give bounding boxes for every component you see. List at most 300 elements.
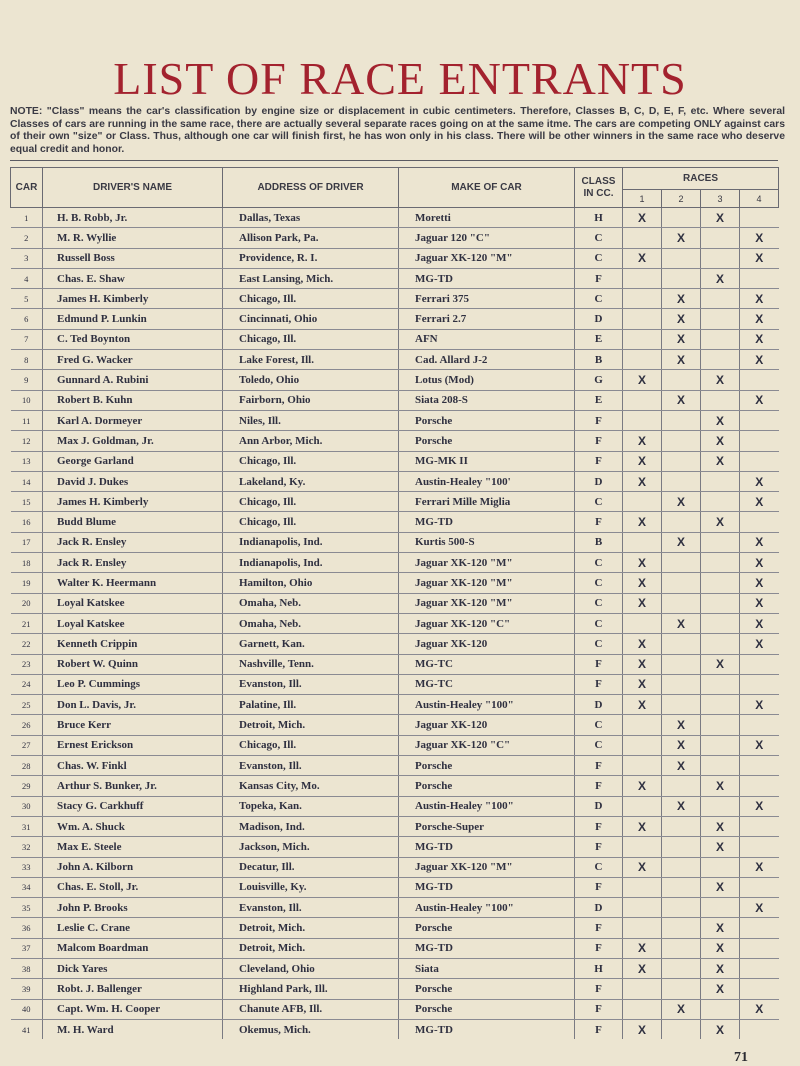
- table-row: [11, 309, 779, 329]
- car-make: Porsche: [399, 431, 575, 451]
- race-3-mark: [701, 715, 740, 735]
- driver-name: James H. Kimberly: [43, 289, 223, 309]
- car-class: C: [575, 248, 623, 268]
- table-row: [11, 979, 779, 999]
- driver-name: Chas. E. Stoll, Jr.: [43, 877, 223, 897]
- driver-name: Gunnard A. Rubini: [43, 370, 223, 390]
- race-4-mark: X: [740, 532, 779, 552]
- race-4-mark: X: [740, 735, 779, 755]
- car-make: Cad. Allard J-2: [399, 350, 575, 370]
- race-3-mark: X: [701, 512, 740, 532]
- table-row: [11, 735, 779, 755]
- race-4-mark: [740, 979, 779, 999]
- driver-address: Toledo, Ohio: [223, 370, 399, 390]
- car-class: F: [575, 999, 623, 1019]
- driver-address: Hamilton, Ohio: [223, 573, 399, 593]
- car-make: MG-MK II: [399, 451, 575, 471]
- race-2-mark: X: [662, 613, 701, 633]
- car-number: 3: [11, 248, 43, 268]
- race-3-mark: [701, 228, 740, 248]
- car-make: Porsche: [399, 918, 575, 938]
- table-row: [11, 857, 779, 877]
- race-1-mark: X: [623, 857, 662, 877]
- race-2-mark: X: [662, 289, 701, 309]
- car-number: 20: [11, 593, 43, 613]
- table-row: [11, 532, 779, 552]
- header-races: RACES: [623, 168, 779, 190]
- driver-address: Chicago, Ill.: [223, 329, 399, 349]
- car-class: D: [575, 796, 623, 816]
- car-class: C: [575, 573, 623, 593]
- race-4-mark: [740, 918, 779, 938]
- car-class: C: [575, 735, 623, 755]
- driver-address: Providence, R. I.: [223, 248, 399, 268]
- car-make: Lotus (Mod): [399, 370, 575, 390]
- race-1-mark: [623, 837, 662, 857]
- race-1-mark: X: [623, 573, 662, 593]
- table-row: [11, 816, 779, 836]
- race-3-mark: [701, 999, 740, 1019]
- race-1-mark: [623, 329, 662, 349]
- race-2-mark: X: [662, 350, 701, 370]
- race-3-mark: [701, 898, 740, 918]
- table-row: [11, 674, 779, 694]
- race-3-mark: X: [701, 979, 740, 999]
- car-number: 17: [11, 532, 43, 552]
- race-4-mark: [740, 816, 779, 836]
- car-make: Jaguar XK-120 "C": [399, 613, 575, 633]
- table-row: [11, 776, 779, 796]
- race-1-mark: [623, 999, 662, 1019]
- car-class: F: [575, 512, 623, 532]
- race-4-mark: [740, 451, 779, 471]
- race-4-mark: X: [740, 289, 779, 309]
- table-row: [11, 837, 779, 857]
- table-row: [11, 553, 779, 573]
- driver-address: Ann Arbor, Mich.: [223, 431, 399, 451]
- car-number: 34: [11, 877, 43, 897]
- race-3-mark: [701, 390, 740, 410]
- header-race-3: 3: [701, 190, 740, 208]
- table-row: [11, 613, 779, 633]
- car-class: D: [575, 309, 623, 329]
- table-row: [11, 654, 779, 674]
- race-2-mark: [662, 431, 701, 451]
- race-4-mark: [740, 654, 779, 674]
- car-make: Siata: [399, 958, 575, 978]
- car-number: 6: [11, 309, 43, 329]
- driver-address: Kansas City, Mo.: [223, 776, 399, 796]
- driver-name: Leo P. Cummings: [43, 674, 223, 694]
- table-row: [11, 370, 779, 390]
- driver-address: Nashville, Tenn.: [223, 654, 399, 674]
- race-4-mark: [740, 938, 779, 958]
- race-3-mark: [701, 553, 740, 573]
- race-2-mark: X: [662, 735, 701, 755]
- race-3-mark: [701, 248, 740, 268]
- race-2-mark: X: [662, 715, 701, 735]
- driver-name: Jack R. Ensley: [43, 532, 223, 552]
- race-2-mark: [662, 877, 701, 897]
- driver-name: David J. Dukes: [43, 471, 223, 491]
- car-make: Austin-Healey "100": [399, 898, 575, 918]
- race-3-mark: X: [701, 958, 740, 978]
- car-number: 25: [11, 695, 43, 715]
- car-class: H: [575, 958, 623, 978]
- race-2-mark: [662, 248, 701, 268]
- driver-name: Ernest Erickson: [43, 735, 223, 755]
- driver-address: Fairborn, Ohio: [223, 390, 399, 410]
- race-4-mark: [740, 431, 779, 451]
- race-2-mark: X: [662, 756, 701, 776]
- race-2-mark: [662, 553, 701, 573]
- race-4-mark: X: [740, 248, 779, 268]
- driver-address: Indianapolis, Ind.: [223, 553, 399, 573]
- driver-name: Robert B. Kuhn: [43, 390, 223, 410]
- car-make: MG-TD: [399, 268, 575, 288]
- race-3-mark: [701, 756, 740, 776]
- race-4-mark: [740, 958, 779, 978]
- car-class: F: [575, 918, 623, 938]
- driver-name: Karl A. Dormeyer: [43, 410, 223, 430]
- race-2-mark: [662, 268, 701, 288]
- race-3-mark: [701, 796, 740, 816]
- car-number: 10: [11, 390, 43, 410]
- car-class: C: [575, 593, 623, 613]
- table-row: [11, 512, 779, 532]
- race-3-mark: [701, 674, 740, 694]
- race-4-mark: X: [740, 350, 779, 370]
- race-4-mark: X: [740, 228, 779, 248]
- car-class: F: [575, 431, 623, 451]
- race-2-mark: [662, 370, 701, 390]
- car-number: 27: [11, 735, 43, 755]
- table-row: [11, 350, 779, 370]
- race-1-mark: X: [623, 634, 662, 654]
- driver-name: Max J. Goldman, Jr.: [43, 431, 223, 451]
- race-4-mark: [740, 776, 779, 796]
- driver-address: Chicago, Ill.: [223, 451, 399, 471]
- car-class: C: [575, 553, 623, 573]
- race-2-mark: X: [662, 309, 701, 329]
- car-number: 41: [22, 1024, 31, 1035]
- driver-address: Evanston, Ill.: [223, 898, 399, 918]
- race-1-mark: X: [623, 593, 662, 613]
- table-row: [11, 695, 779, 715]
- race-3-mark: X: [701, 431, 740, 451]
- car-number: 12: [11, 431, 43, 451]
- car-make: Jaguar XK-120 "M": [399, 553, 575, 573]
- race-4-mark: [740, 756, 779, 776]
- header-race-2: 2: [662, 190, 701, 208]
- race-3-mark: X: [701, 837, 740, 857]
- table-row: [11, 471, 779, 491]
- table-row: [11, 918, 779, 938]
- race-1-mark: [623, 796, 662, 816]
- race-1-mark: X: [623, 654, 662, 674]
- race-1-mark: [623, 715, 662, 735]
- race-3-mark: [701, 613, 740, 633]
- driver-name: Max E. Steele: [43, 837, 223, 857]
- page-title: LIST OF RACE ENTRANTS: [113, 53, 687, 104]
- race-4-mark: [740, 370, 779, 390]
- race-4-mark: [740, 1019, 779, 1039]
- car-number: 13: [11, 451, 43, 471]
- race-3-mark: X: [701, 816, 740, 836]
- race-2-mark: [662, 816, 701, 836]
- race-1-mark: X: [623, 816, 662, 836]
- car-number: 4: [11, 268, 43, 288]
- car-number: 2: [11, 228, 43, 248]
- driver-address: Chicago, Ill.: [223, 512, 399, 532]
- car-make: Jaguar XK-120 "M": [399, 857, 575, 877]
- car-make: Austin-Healey "100': [399, 471, 575, 491]
- car-make: Jaguar XK-120 "M": [399, 248, 575, 268]
- car-make: Austin-Healey "100": [399, 796, 575, 816]
- car-number: 37: [11, 938, 43, 958]
- driver-name: Chas. W. Finkl: [43, 756, 223, 776]
- page-number: 71: [734, 1050, 748, 1065]
- race-3-mark: [701, 573, 740, 593]
- race-1-mark: X: [623, 208, 662, 228]
- race-1-mark: X: [623, 674, 662, 694]
- car-make: MG-TC: [399, 674, 575, 694]
- class-note: NOTE: "Class" means the car's classification by engine size or displacement in cubic centimeters. Therefore, Classes B, C, D, E, F, etc. Where several Classes of cars are running in the same race, there are actually several separate races going on at the same itme. The cars are competing ONLY against cars of their own "size" or Class. Thus, although one car will finish first, he has won only in his class. There will be other winners in the same race who deserve equal credit and honor.: [10, 106, 785, 155]
- race-3-mark: X: [701, 410, 740, 430]
- car-number: 26: [11, 715, 43, 735]
- table-row: [11, 289, 779, 309]
- car-number: 11: [11, 410, 43, 430]
- race-3-mark: [701, 350, 740, 370]
- car-number: 30: [11, 796, 43, 816]
- table-row: [11, 410, 779, 430]
- car-number: 28: [11, 756, 43, 776]
- car-class: D: [575, 898, 623, 918]
- driver-name: Loyal Katskee: [43, 593, 223, 613]
- race-1-mark: X: [623, 370, 662, 390]
- table-row: [11, 431, 779, 451]
- race-2-mark: [662, 451, 701, 471]
- car-class: D: [575, 695, 623, 715]
- car-number: 38: [11, 958, 43, 978]
- car-number: 29: [11, 776, 43, 796]
- race-2-mark: [662, 634, 701, 654]
- race-4-mark: [740, 715, 779, 735]
- car-class: C: [575, 715, 623, 735]
- race-3-mark: [701, 492, 740, 512]
- race-1-mark: X: [623, 776, 662, 796]
- table-row: [11, 796, 779, 816]
- car-make: Porsche: [399, 776, 575, 796]
- race-4-mark: X: [740, 634, 779, 654]
- race-1-mark: [623, 532, 662, 552]
- race-2-mark: [662, 573, 701, 593]
- car-number: 1: [11, 208, 43, 228]
- driver-address: Chicago, Ill.: [223, 492, 399, 512]
- race-2-mark: [662, 857, 701, 877]
- driver-address: Omaha, Neb.: [223, 613, 399, 633]
- table-row: [11, 1019, 779, 1039]
- car-make: Porsche: [399, 756, 575, 776]
- driver-name: Budd Blume: [43, 512, 223, 532]
- car-class: F: [575, 268, 623, 288]
- header-race-1: 1: [623, 190, 662, 208]
- race-2-mark: [662, 593, 701, 613]
- race-4-mark: [740, 208, 779, 228]
- race-1-mark: [623, 492, 662, 512]
- table-row: [11, 877, 779, 897]
- race-2-mark: [662, 776, 701, 796]
- table-row: [11, 228, 779, 248]
- race-2-mark: X: [662, 329, 701, 349]
- race-4-mark: X: [740, 613, 779, 633]
- car-make: AFN: [399, 329, 575, 349]
- header-car: CAR: [11, 168, 43, 208]
- race-3-mark: X: [701, 451, 740, 471]
- race-1-mark: X: [623, 451, 662, 471]
- race-3-mark: [701, 857, 740, 877]
- driver-address: Jackson, Mich.: [223, 837, 399, 857]
- driver-name: Don L. Davis, Jr.: [43, 695, 223, 715]
- race-3-mark: X: [701, 877, 740, 897]
- driver-address: Detroit, Mich.: [223, 918, 399, 938]
- race-2-mark: [662, 695, 701, 715]
- table-row: [11, 898, 779, 918]
- race-1-mark: X: [623, 512, 662, 532]
- driver-address: Palatine, Ill.: [223, 695, 399, 715]
- driver-name: Capt. Wm. H. Cooper: [43, 999, 223, 1019]
- driver-address: Lake Forest, Ill.: [223, 350, 399, 370]
- driver-name: Walter K. Heermann: [43, 573, 223, 593]
- car-make: Ferrari 2.7: [399, 309, 575, 329]
- car-class: F: [575, 654, 623, 674]
- race-2-mark: [662, 958, 701, 978]
- car-number: 9: [11, 370, 43, 390]
- car-make: Kurtis 500-S: [399, 532, 575, 552]
- driver-name: John P. Brooks: [43, 898, 223, 918]
- car-class: G: [575, 370, 623, 390]
- race-1-mark: X: [623, 958, 662, 978]
- car-class: C: [575, 634, 623, 654]
- car-class: F: [575, 1019, 623, 1039]
- car-class: E: [575, 329, 623, 349]
- car-make: Jaguar XK-120: [399, 715, 575, 735]
- race-3-mark: [701, 593, 740, 613]
- car-number: 39: [11, 979, 43, 999]
- header-race-4: 4: [740, 190, 779, 208]
- driver-address: Madison, Ind.: [223, 816, 399, 836]
- race-4-mark: X: [740, 593, 779, 613]
- top-rule: [10, 160, 778, 161]
- race-2-mark: [662, 979, 701, 999]
- car-class: H: [575, 208, 623, 228]
- driver-name: Loyal Katskee: [43, 613, 223, 633]
- table-row: [11, 492, 779, 512]
- race-1-mark: [623, 877, 662, 897]
- car-number: 19: [11, 573, 43, 593]
- race-2-mark: X: [662, 390, 701, 410]
- table-row: [11, 999, 779, 1019]
- table-row: [11, 756, 779, 776]
- race-4-mark: X: [740, 329, 779, 349]
- race-3-mark: X: [701, 918, 740, 938]
- race-4-mark: X: [740, 857, 779, 877]
- driver-name: Bruce Kerr: [43, 715, 223, 735]
- car-make: MG-TD: [399, 877, 575, 897]
- race-1-mark: [623, 289, 662, 309]
- car-make: Moretti: [399, 208, 575, 228]
- car-make: Jaguar XK-120 "M": [399, 573, 575, 593]
- car-number: 35: [11, 898, 43, 918]
- race-2-mark: X: [662, 492, 701, 512]
- header-make: MAKE OF CAR: [399, 168, 575, 208]
- race-3-mark: [701, 309, 740, 329]
- driver-address: Cleveland, Ohio: [223, 958, 399, 978]
- driver-address: Okemus, Mich.: [223, 1019, 399, 1039]
- car-make: Jaguar XK-120: [399, 634, 575, 654]
- table-row: [11, 208, 779, 228]
- driver-name: Kenneth Crippin: [43, 634, 223, 654]
- driver-name: George Garland: [43, 451, 223, 471]
- car-make: Porsche-Super: [399, 816, 575, 836]
- race-3-mark: X: [701, 208, 740, 228]
- driver-address: Decatur, Ill.: [223, 857, 399, 877]
- table-row: [11, 329, 779, 349]
- race-4-mark: X: [740, 390, 779, 410]
- car-make: MG-TD: [399, 512, 575, 532]
- race-1-mark: [623, 309, 662, 329]
- race-1-mark: [623, 918, 662, 938]
- race-4-mark: [740, 410, 779, 430]
- driver-name: Arthur S. Bunker, Jr.: [43, 776, 223, 796]
- car-class: F: [575, 756, 623, 776]
- driver-name: Jack R. Ensley: [43, 553, 223, 573]
- driver-address: Cincinnati, Ohio: [223, 309, 399, 329]
- race-1-mark: [623, 268, 662, 288]
- driver-name: Dick Yares: [43, 958, 223, 978]
- race-4-mark: X: [740, 898, 779, 918]
- race-2-mark: [662, 898, 701, 918]
- race-1-mark: [623, 228, 662, 248]
- car-make: MG-TC: [399, 654, 575, 674]
- race-2-mark: [662, 918, 701, 938]
- car-class: F: [575, 877, 623, 897]
- race-1-mark: X: [623, 248, 662, 268]
- car-make: Porsche: [399, 979, 575, 999]
- race-1-mark: X: [623, 553, 662, 573]
- race-1-mark: X: [623, 471, 662, 491]
- car-class: F: [575, 776, 623, 796]
- car-class: C: [575, 613, 623, 633]
- car-number: 14: [11, 471, 43, 491]
- race-1-mark: X: [623, 1019, 662, 1039]
- car-class: D: [575, 471, 623, 491]
- car-make: MG-TD: [399, 938, 575, 958]
- table-row: [11, 938, 779, 958]
- driver-address: Omaha, Neb.: [223, 593, 399, 613]
- car-number: 32: [11, 837, 43, 857]
- driver-address: Highland Park, Ill.: [223, 979, 399, 999]
- race-3-mark: [701, 329, 740, 349]
- table-row: [11, 593, 779, 613]
- race-3-mark: X: [701, 938, 740, 958]
- car-class: C: [575, 492, 623, 512]
- race-3-mark: X: [701, 1019, 740, 1039]
- race-2-mark: [662, 208, 701, 228]
- driver-address: Evanston, Ill.: [223, 756, 399, 776]
- header-address: ADDRESS OF DRIVER: [223, 168, 399, 208]
- race-2-mark: [662, 938, 701, 958]
